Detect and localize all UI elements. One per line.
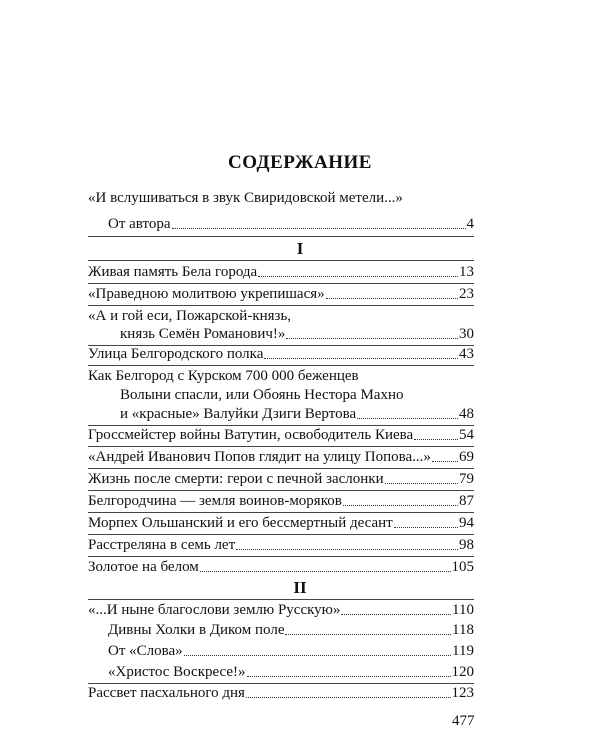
toc-entry-page: 87 bbox=[459, 493, 474, 509]
toc-entry[interactable] bbox=[88, 425, 474, 445]
leader-dots bbox=[341, 600, 451, 615]
toc-entry-page: 48 bbox=[459, 406, 474, 422]
toc-entry-page: 30 bbox=[459, 326, 474, 342]
toc-entry-page: 110 bbox=[452, 602, 474, 618]
toc-entry[interactable] bbox=[88, 535, 474, 555]
leader-dots bbox=[200, 557, 451, 572]
toc-entry-page: 54 bbox=[459, 427, 474, 443]
toc-entry-page: 13 bbox=[459, 264, 474, 280]
section-heading-2: II bbox=[293, 578, 307, 597]
divider bbox=[88, 260, 474, 261]
toc-entry-page: 23 bbox=[459, 286, 474, 302]
leader-dots bbox=[264, 344, 458, 359]
leader-dots bbox=[247, 662, 451, 677]
toc-entry-page: 4 bbox=[466, 216, 474, 232]
toc-entry-title-line: Как Белгород с Курском 700 000 беженцев bbox=[88, 368, 359, 384]
toc-entry[interactable] bbox=[108, 662, 474, 682]
toc-entry-title: «Христос Воскресе!» bbox=[108, 664, 246, 680]
toc-entry-title: Морпех Ольшанский и его бессмертный десант bbox=[88, 515, 393, 531]
toc-entry-title: Белгородчина — земля воинов-моряков bbox=[88, 493, 342, 509]
toc-entry[interactable] bbox=[120, 324, 474, 344]
toc-entry-title: «Праведною молитвою укрепишася» bbox=[88, 286, 325, 302]
page-title: СОДЕРЖАНИЕ bbox=[228, 152, 372, 173]
leader-dots bbox=[172, 214, 466, 229]
toc-entry-title: Рассвет пасхального дня bbox=[88, 685, 245, 701]
leader-dots bbox=[414, 425, 458, 440]
toc-entry-page: 43 bbox=[459, 346, 474, 362]
toc-entry[interactable] bbox=[88, 513, 474, 533]
toc-entry-title: От «Слова» bbox=[108, 643, 183, 659]
toc-entry[interactable] bbox=[108, 620, 474, 640]
toc-entry-title: «Андрей Иванович Попов глядит на улицу Попова...» bbox=[88, 449, 431, 465]
toc-entry-page: 123 bbox=[451, 685, 474, 701]
toc-entry-page: 69 bbox=[459, 449, 474, 465]
toc-entry-title: князь Семён Романович!» bbox=[120, 326, 286, 342]
toc-entry-preface[interactable] bbox=[108, 214, 474, 234]
toc-entry-title: Гроссмейстер войны Ватутин, освободитель Киева bbox=[88, 427, 414, 443]
leader-dots bbox=[385, 469, 458, 484]
divider bbox=[88, 236, 474, 237]
toc-entry-title: Жизнь после смерти: герои с печной заслонки bbox=[88, 471, 384, 487]
toc-entry-page: 94 bbox=[459, 515, 474, 531]
page-number: 477 bbox=[452, 713, 475, 729]
toc-entry-page: 120 bbox=[451, 664, 474, 680]
toc-entry-title-line: Волыни спасли, или Обоянь Нестора Махно bbox=[120, 387, 404, 403]
leader-dots bbox=[285, 620, 451, 635]
section-heading-1: I bbox=[296, 239, 304, 258]
leader-dots bbox=[184, 641, 451, 656]
toc-entry-page: 118 bbox=[452, 622, 474, 638]
toc-entry-title: Дивны Холки в Диком поле bbox=[108, 622, 285, 638]
leader-dots bbox=[236, 535, 458, 550]
epigraph-title: «И вслушиваться в звук Свиридовской метели...» bbox=[88, 190, 403, 206]
toc-entry-title: Улица Белгородского полка bbox=[88, 346, 264, 362]
leader-dots bbox=[357, 404, 458, 419]
leader-dots bbox=[343, 491, 458, 506]
toc-entry[interactable] bbox=[120, 404, 474, 424]
toc-entry-page: 105 bbox=[451, 559, 474, 575]
toc-entry-title: Золотое на белом bbox=[88, 559, 199, 575]
toc-entry[interactable] bbox=[88, 284, 474, 304]
toc-entry-title: Живая память Бела города bbox=[88, 264, 258, 280]
leader-dots bbox=[432, 447, 458, 462]
toc-entry-title: Расстреляна в семь лет bbox=[88, 537, 236, 553]
toc-entry[interactable] bbox=[108, 641, 474, 661]
toc-entry[interactable] bbox=[88, 469, 474, 489]
leader-dots bbox=[246, 683, 451, 698]
toc-entry[interactable] bbox=[88, 344, 474, 364]
leader-dots bbox=[394, 513, 458, 528]
toc-entry-title: От автора bbox=[108, 216, 171, 232]
toc-entry[interactable] bbox=[88, 491, 474, 511]
toc-entry[interactable] bbox=[88, 447, 474, 467]
toc-entry[interactable] bbox=[88, 557, 474, 577]
toc-entry-title-line: «А и гой еси, Пожарской-князь, bbox=[88, 308, 292, 324]
toc-entry-page: 98 bbox=[459, 537, 474, 553]
toc-entry-title: и «красные» Валуйки Дзиги Вертова bbox=[120, 406, 357, 422]
toc-entry-page: 79 bbox=[459, 471, 474, 487]
toc-entry[interactable] bbox=[88, 683, 474, 703]
leader-dots bbox=[326, 284, 458, 299]
toc-entry-page: 119 bbox=[452, 643, 474, 659]
toc-entry-title: «...И ныне благослови землю Русскую» bbox=[88, 602, 341, 618]
leader-dots bbox=[258, 262, 458, 277]
toc-entry[interactable] bbox=[88, 262, 474, 282]
toc-entry[interactable] bbox=[88, 600, 474, 620]
leader-dots bbox=[286, 324, 458, 339]
